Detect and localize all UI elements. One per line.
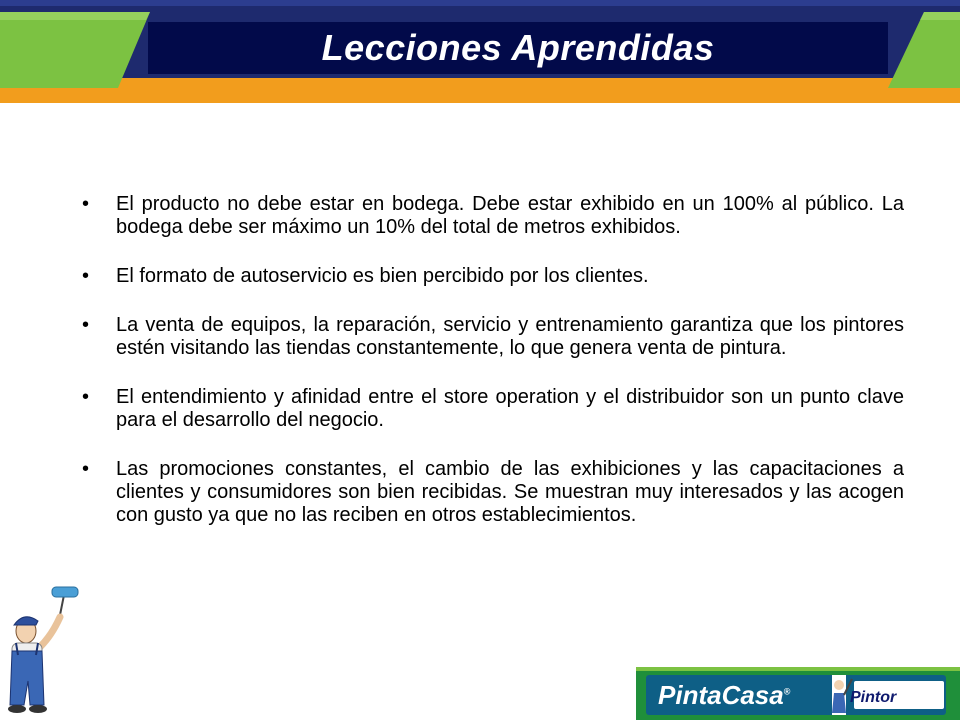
- list-item: [82, 458, 904, 527]
- bullet-marker: •: [82, 458, 90, 480]
- list-item: [82, 193, 904, 239]
- bullet-marker: •: [82, 193, 90, 215]
- list-item: [82, 386, 904, 432]
- list-item: [82, 265, 904, 288]
- list-item-text: La venta de equipos, la reparación, servicio y entrenamiento garantiza que los pintores estén visitando las tiendas constantemente, lo que genera venta de pintura.: [116, 314, 904, 359]
- bullet-marker: •: [82, 386, 90, 408]
- brand-name: PintaCasa: [658, 680, 784, 710]
- header-banner: [0, 0, 960, 103]
- list-item-text: El producto no debe estar en bodega. Debe estar exhibido en un 100% al público. La bodega debe ser máximo un 10% del total de metros exhibidos.: [116, 193, 904, 238]
- painter-mascot-icon: [0, 585, 80, 720]
- bullet-marker: •: [82, 265, 90, 287]
- list-item-text: Las promociones constantes, el cambio de las exhibiciones y las capacitaciones a clientes y consumidores son bien recibidas. Se muestran muy interesados y las acogen con gusto ya que no las reciben en otros establecimientos.: [116, 458, 904, 526]
- list-item: [82, 314, 904, 360]
- page-title: Lecciones Aprendidas: [321, 27, 715, 68]
- list-item-text: El formato de autoservicio es bien percibido por los clientes.: [116, 265, 649, 287]
- lessons-list: [82, 193, 904, 553]
- bullet-marker: •: [82, 314, 90, 336]
- registered-mark: ®: [783, 686, 791, 697]
- brand-logo: [658, 680, 790, 711]
- list-item-text: El entendimiento y afinidad entre el store operation y el distribuidor son un punto clave para el desarrollo del negocio.: [116, 386, 904, 431]
- sub-brand-name: Pintor: [850, 689, 897, 706]
